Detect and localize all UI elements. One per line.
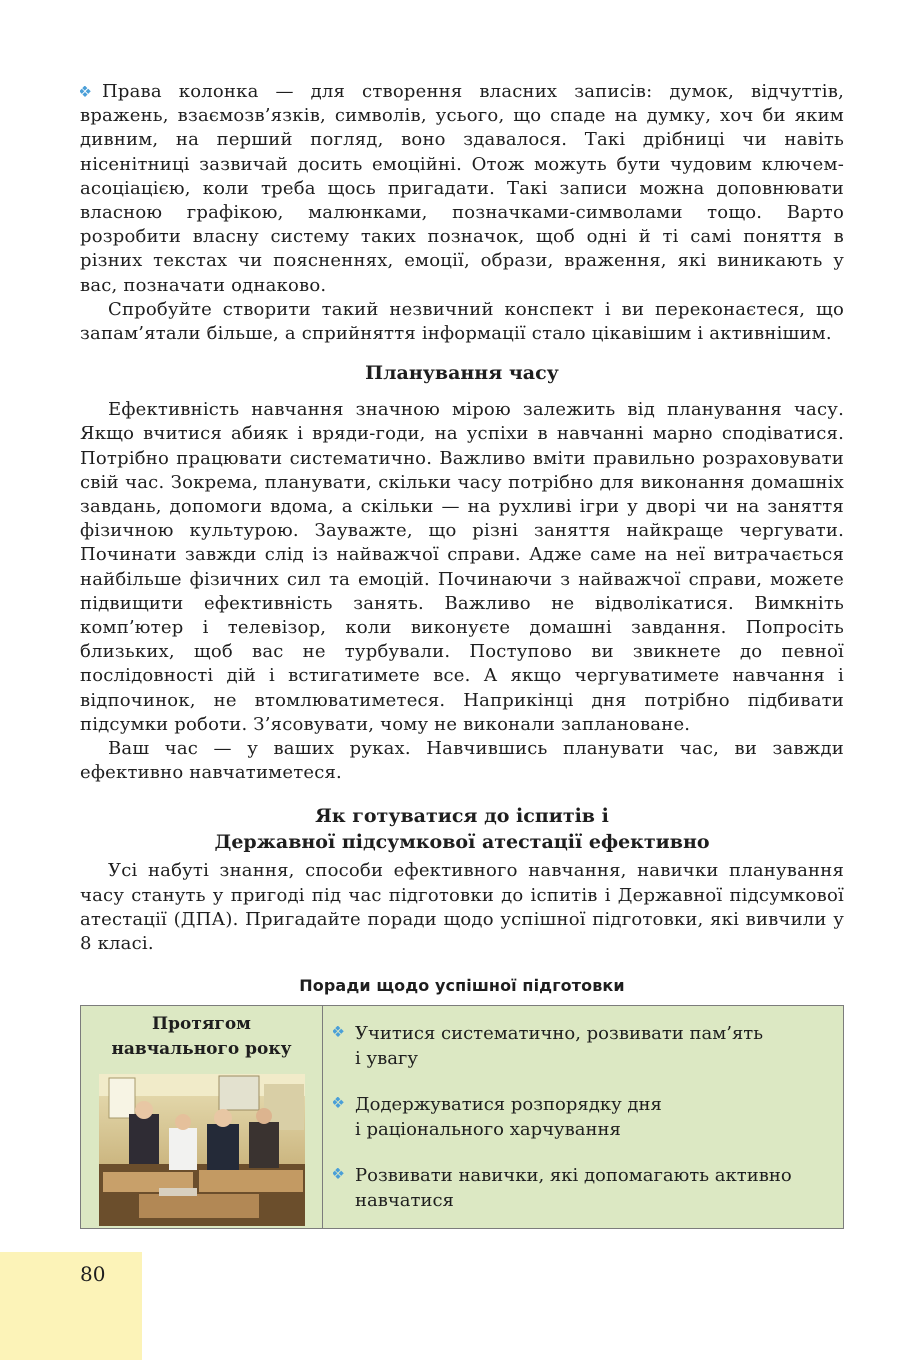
tip-text [355,1022,763,1071]
left-cell-title [81,1012,322,1062]
tip-2-line-2: і раціонального харчування [355,1118,621,1140]
left-cell-title-line-1: Протягом [152,1014,251,1035]
tips-table [80,1005,844,1229]
exam-paragraph: Усі набуті знання, способи ефективного навчання, навички планування часу стануть у пригоді під час підготовки до іспитів і Державної підсумкової атестації (ДПА). Пригадайте поради щодо успішної підготовки, які вивчили у 8 класі. [80,860,844,955]
left-cell-title-line-2: навчального року [111,1039,292,1060]
page-body [80,80,844,1229]
classroom-photo [99,1074,305,1226]
right-column-paragraph [80,80,844,298]
tips-table-caption: Поради щодо успішної підготовки [299,976,625,996]
page-number-box [0,1252,142,1360]
tip-text [355,1164,792,1213]
exam-heading-line-2: Державної підсумкової атестації ефективно [214,831,710,854]
tip-3-line-1: Розвивати навички, які допомагають активно [355,1165,792,1187]
tip-1-line-2: і увагу [355,1047,418,1069]
time-paragraph-1: Ефективність навчання значною мірою залежить від планування часу. Якщо вчитися абияк і вряди-годи, на успіхи в навчанні марно сподіватися. Потрібно працювати систематично. Важливо вміти правильно розраховувати свій час. Зокрема, планувати, скільки часу потрібно для виконання домашніх завдань, допомоги вдома, а скільки — на рухливі ігри у дворі чи на заняття фізичною культурою. Зауважте, що різні заняття найкраще чергувати. Починати завжди слід із найважчої справи. Адже саме на неї витрачається найбільше фізичних сил та емоцій. Починаючи з найважчої справи, можете підвищити ефективність занять. Важливо не відволікатися. Вимкніть комп’ютер і телевізор, коли виконуєте домашні завдання. Попросіть близьких, щоб вас не турбували. Поступово ви звикнете до певної послідовності дій і встигатимете все. А якщо чергуватимете навчання і відпочинок, не втомлюватиметеся. Наприкінці дня потрібно підбивати підсумки роботи. З’ясовувати, чому не виконали заплановане. [80,399,844,735]
time-paragraph-2: Ваш час — у ваших руках. Навчившись планувати час, ви завжди ефективно навчатиметеся. [80,738,844,784]
tip-item [333,1022,833,1071]
tip-item [333,1093,833,1142]
tips-table-right-cell [323,1006,843,1228]
tip-3-line-2: навчатися [355,1189,454,1211]
tip-item [333,1164,833,1213]
time-planning-heading: Планування часу [365,362,559,385]
right-column-text: Права колонка — для створення власних записів: думок, відчуттів, вражень, взаємозв’язків, символів, усього, що спаде на думку, хоч би яким дивним, на перший погляд, воно здавалося. Такі дрібниці чи навіть нісенітниці зазвичай досить емоційні. Отож можуть бути чудовим ключем-асоціацією, коли треба щось пригадати. Такі записи можна доповнювати власною графікою, малюнками, позначками-символами тощо. Варто розробити власну систему таких позначок, щоб одні й ті самі поняття в різних текстах чи поясненнях, емоції, образи, враження, які виникають у вас, позначати однаково. [80,81,844,296]
exam-heading-line-1: Як готуватися до іспитів і [315,805,609,828]
tip-1-line-1: Учитися систематично, розвивати пам’ять [355,1023,764,1045]
diamond-bullet-icon [80,86,92,98]
exam-heading [80,803,844,855]
try-paragraph: Спробуйте створити такий незвичний конспект і ви переконаєтеся, що запам’ятали більше, а сприйняття інформації стало цікавішим і активнішим. [80,298,844,345]
tip-text [355,1093,662,1142]
tips-table-left-cell [81,1006,323,1228]
tip-2-line-1: Додержуватися розпорядку дня [355,1094,662,1116]
diamond-bullet-icon [333,1026,345,1038]
diamond-bullet-icon [333,1168,345,1180]
page-number: 80 [80,1262,106,1286]
diamond-bullet-icon [333,1097,345,1109]
